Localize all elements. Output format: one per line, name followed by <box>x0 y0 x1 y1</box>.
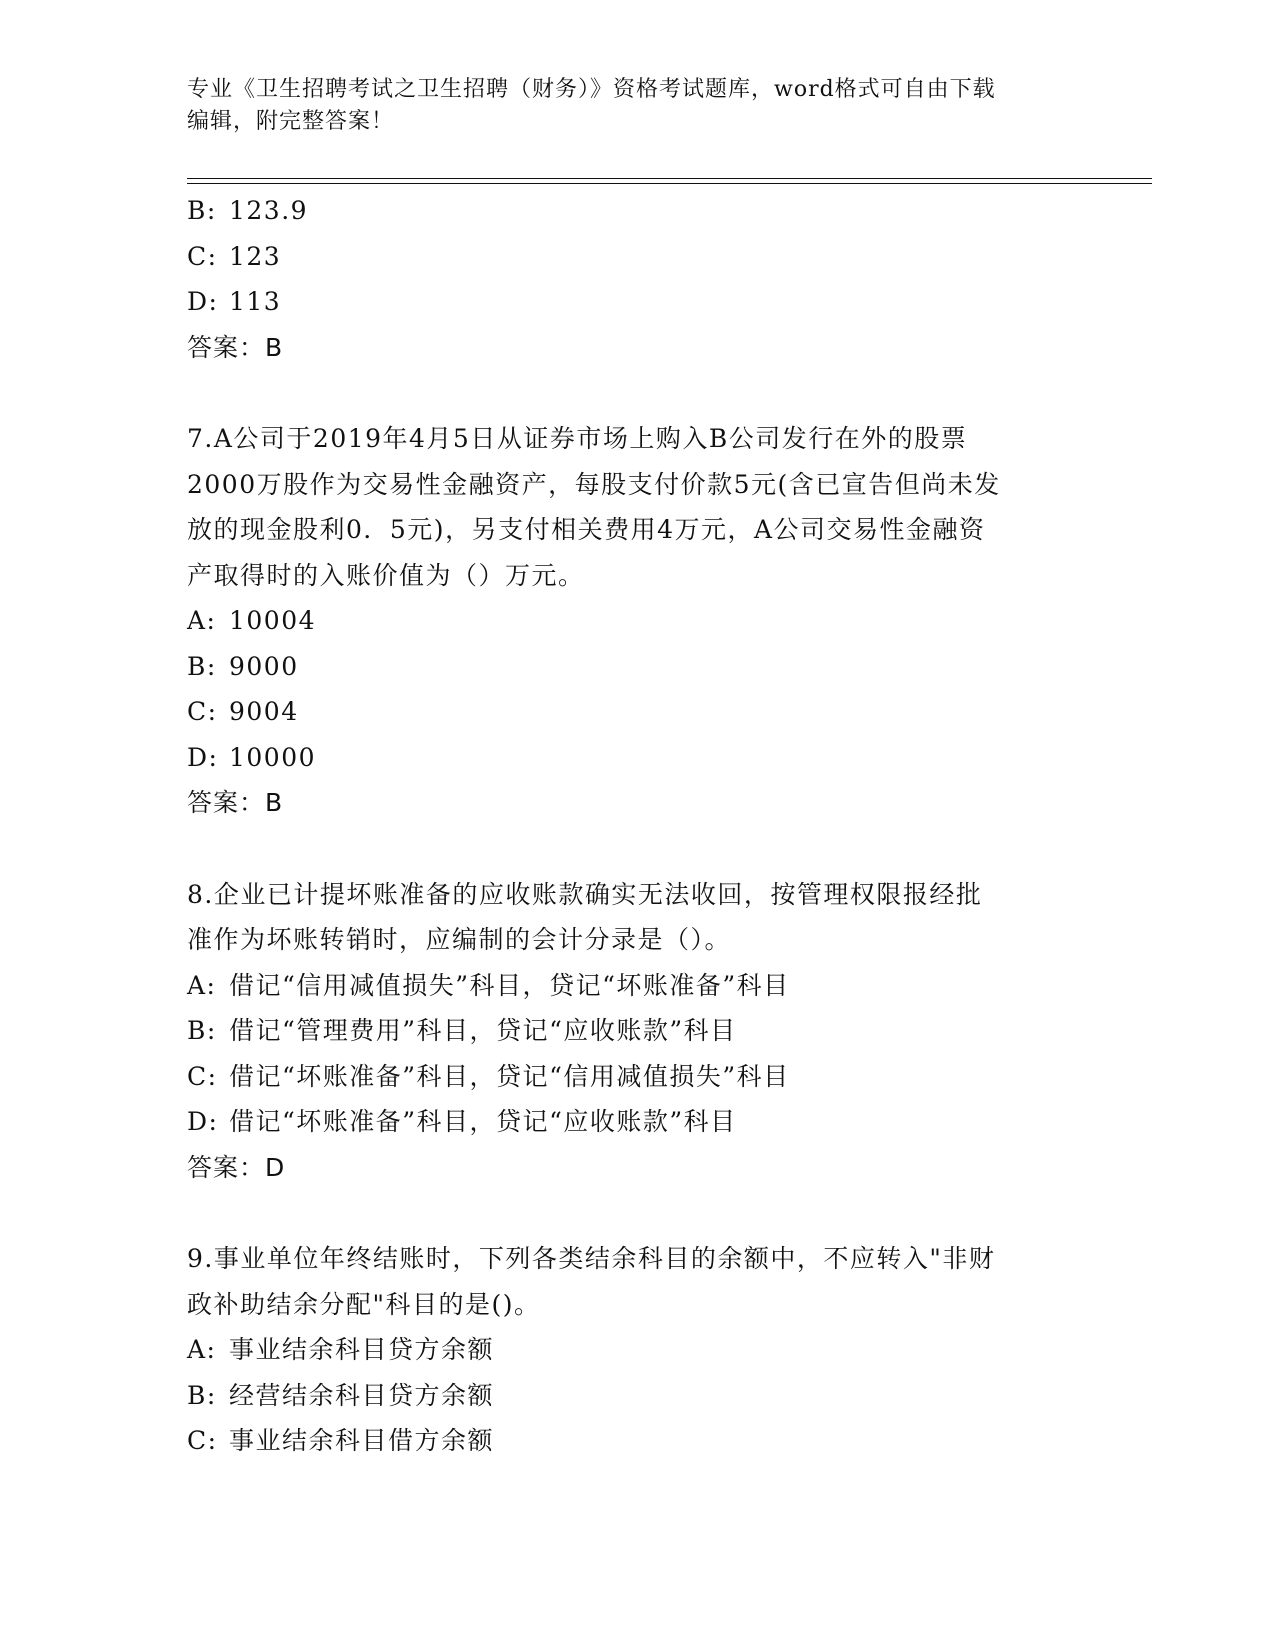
question-prev <box>187 188 1087 370</box>
question-text-line: 准作为坏账转销时，应编制的会计分录是（）。 <box>187 925 732 954</box>
question-text-line: 政补助结余分配"科目的是()。 <box>187 1289 541 1319</box>
answer: 答案：B <box>187 332 284 362</box>
question-text-line: 8.企业已计提坏账准备的应收账款确实无法收回，按管理权限报经批 <box>187 879 983 909</box>
question-text-line: 7.A公司于2019年4月5日从证券市场上购入B公司发行在外的股票 <box>187 424 968 453</box>
option-c: C: 9004 <box>187 697 299 726</box>
spacer <box>187 826 1087 872</box>
option-a: A: 借记“信用减值损失”科目，贷记“坏账准备”科目 <box>187 970 790 1000</box>
question-8 <box>187 872 1087 1191</box>
option-c: C: 事业结余科目借方余额 <box>187 1426 495 1455</box>
question-text-line: 产取得时的入账价值为（）万元。 <box>187 560 585 590</box>
question-text-line: 2000万股作为交易性金融资产，每股支付价款5元(含已宣告但尚未发 <box>187 469 1001 499</box>
option-b: B: 9000 <box>187 651 299 681</box>
answer: 答案：B <box>187 788 284 817</box>
question-text-line: 放的现金股利0．5元)，另支付相关费用4万元，A公司交易性金融资 <box>187 515 986 544</box>
spacer <box>187 1190 1087 1236</box>
option-a: A: 10004 <box>187 606 317 635</box>
question-9 <box>187 1236 1087 1464</box>
header-line-1: 专业《卫生招聘考试之卫生招聘（财务）》资格考试题库，word格式可自由下载 <box>187 77 996 102</box>
question-list <box>187 188 1087 1464</box>
header-divider <box>187 178 1152 184</box>
document-header <box>187 74 1087 138</box>
header-line-2: 编辑，附完整答案！ <box>187 109 395 134</box>
question-7 <box>187 416 1087 826</box>
option-d: D: 借记“坏账准备”科目，贷记“应收账款”科目 <box>187 1107 737 1136</box>
option-c: C: 借记“坏账准备”科目，贷记“信用减值损失”科目 <box>187 1061 790 1091</box>
spacer <box>187 370 1087 416</box>
option-b: B: 经营结余科目贷方余额 <box>187 1380 495 1410</box>
option-c: C: 123 <box>187 241 282 271</box>
option-b: B: 123.9 <box>187 196 309 225</box>
option-b: B: 借记“管理费用”科目，贷记“应收账款”科目 <box>187 1016 737 1045</box>
option-a: A: 事业结余科目贷方余额 <box>187 1335 495 1364</box>
question-text-line: 9.事业单位年终结账时，下列各类结余科目的余额中，不应转入"非财 <box>187 1244 996 1273</box>
answer: 答案：D <box>187 1152 286 1182</box>
option-d: D: 10000 <box>187 742 317 772</box>
option-d: D: 113 <box>187 287 282 316</box>
